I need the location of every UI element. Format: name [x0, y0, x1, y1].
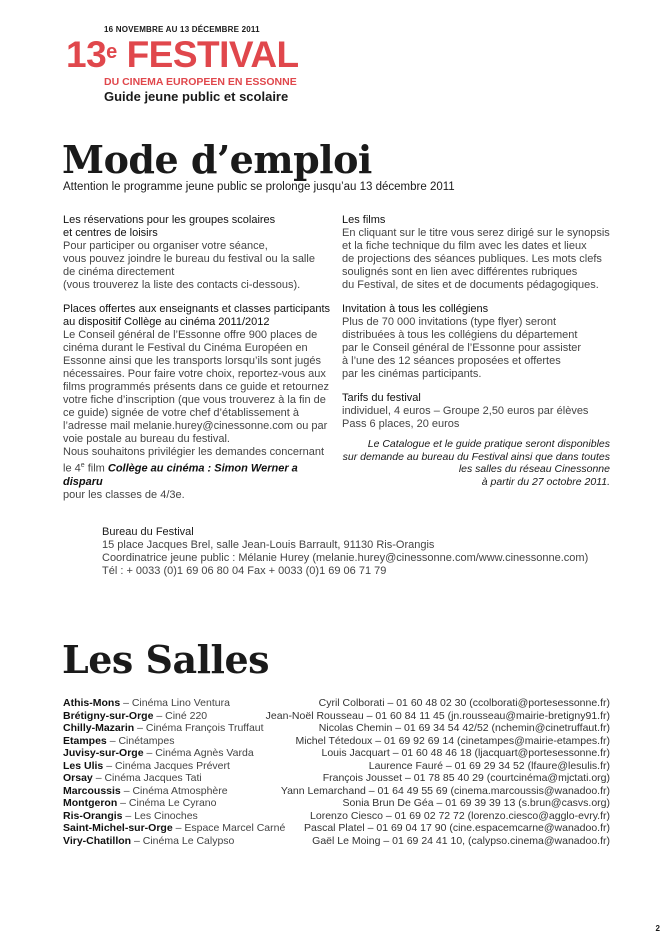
salle-town: Ris-Orangis [63, 809, 123, 822]
salle-town: Les Ulis [63, 759, 104, 772]
salle-town: Orsay [63, 772, 93, 784]
salle-contact: Yann Lemarchand – 01 64 49 55 69 (cinema.marcoussis@wanadoo.fr) [280, 784, 610, 797]
festival-title [66, 36, 299, 73]
films-line: du Festival, de sites et de documents pédagogiques. [342, 279, 599, 291]
invitation-line: par les cinémas participants. [342, 368, 482, 380]
catalogue-line: à partir du 27 octobre 2011. [481, 475, 610, 488]
reservations-line: (vous trouverez la liste des contacts ci-dessous). [63, 279, 301, 291]
salle-contact: Gaël Le Moing – 01 69 24 41 10, (calypso.cinema@wanadoo.fr) [312, 834, 610, 847]
invitation-block [342, 303, 617, 381]
salle-row [63, 697, 610, 710]
places-line: cinéma durant le Festival du Cinéma Européen en [63, 342, 308, 354]
tarifs-heading: Tarifs du festival [342, 392, 421, 404]
salle-row [63, 747, 610, 760]
bureau-coordinator[interactable]: Coordinatrice jeune public : Mélanie Hurey (melanie.hurey@cinessonne.com/www.cinessonne.com) [102, 552, 589, 564]
salle-town: Montgeron [63, 797, 118, 809]
bureau-address: 15 place Jacques Brel, salle Jean-Louis Barrault, 91130 Ris-Orangis [102, 539, 435, 551]
reservations-line: de cinéma directement [63, 266, 175, 278]
salle-town: Etampes [63, 734, 107, 747]
salle-cinema: – Cinéma Atmosphère [120, 784, 228, 797]
intro-text: Attention le programme jeune public se prolonge jusqu’au 13 décembre 2011 [63, 181, 455, 193]
places-line: Le Conseil général de l’Essonne offre 900 places de [63, 329, 318, 341]
left-column [63, 214, 338, 513]
salle-contact: Nicolas Chemin – 01 69 34 54 42/52 (nchemin@cinetruffaut.fr) [318, 722, 610, 734]
salle-contact: Jean-Noël Rousseau – 01 60 84 11 45 (jn.rousseau@mairie-bretigny91.fr) [265, 709, 610, 722]
invitation-heading: Invitation à tous les collégiens [342, 303, 489, 315]
edition-sup: e [106, 41, 117, 63]
places-line: Essonne ainsi que les transports lorsqu’ils sont jugés [63, 355, 322, 367]
salle-town: Chilly-Mazarin [63, 722, 135, 734]
places-line: films programmés présents dans ce guide et retournez [63, 381, 329, 393]
salle-contact: Pascal Platel – 01 69 04 17 90 (cine.espacemcarne@wanadoo.fr) [303, 822, 610, 834]
right-column [342, 214, 617, 442]
festival-dates: 16 NOVEMBRE AU 13 DÉCEMBRE 2011 [104, 25, 260, 34]
festival-word: FESTIVAL [126, 34, 299, 75]
bureau-block [102, 526, 588, 578]
salle-cinema: – Cinéma Agnès Varda [143, 747, 254, 759]
salle-row [63, 760, 610, 773]
films-line: et la fiche technique du film avec les dates et lieux [342, 240, 587, 252]
films-line: de projections des séances publiques. Les mots clefs [342, 253, 602, 265]
film-line-mid: film [84, 462, 108, 475]
places-film-line [63, 459, 338, 489]
salles-heading: Les Salles [62, 637, 270, 682]
salle-contact: Cyril Colborati – 01 60 48 02 30 (ccolborati@portesessonne.fr) [318, 697, 610, 709]
invitation-line: Plus de 70 000 invitations (type flyer) seront [342, 316, 557, 328]
edition-number: 13 [66, 34, 107, 75]
page-number: 2 [655, 924, 660, 933]
salles-list [63, 697, 610, 847]
bureau-heading: Bureau du Festival [102, 526, 194, 538]
catalogue-note [340, 438, 610, 488]
invitation-line: distribuées à tous les collégiens du département [342, 329, 578, 341]
salle-town: Saint-Michel-sur-Orge [63, 822, 173, 834]
places-block [63, 303, 338, 502]
reservations-block [63, 214, 338, 292]
tarifs-line: Pass 6 places, 20 euros [342, 418, 460, 430]
places-line: voie postale au bureau du festival. [63, 433, 230, 445]
salle-cinema: – Espace Marcel Carné [172, 822, 286, 834]
salle-cinema: – Cinéma Le Calypso [131, 834, 235, 847]
salle-town: Athis-Mons [63, 697, 121, 709]
salle-row [63, 722, 610, 735]
invitation-line: à l’une des 12 séances proposées et offertes [342, 355, 561, 367]
places-line: Nous souhaitons privilégier les demandes concernant [63, 446, 325, 458]
salle-cinema: – Cinéma Lino Ventura [120, 697, 230, 709]
salle-row [63, 710, 610, 723]
salle-contact: Louis Jacquart – 01 60 48 46 18 (ljacquart@portesessonne.fr) [321, 747, 610, 759]
salle-town: Marcoussis [63, 784, 121, 797]
places-line: l’adresse mail melanie.hurey@cinessonne.com ou par [63, 420, 328, 432]
places-line: ce guide) signée de votre chef d’établissement à [63, 407, 300, 419]
salle-row [63, 785, 610, 798]
films-heading: Les films [342, 214, 386, 226]
invitation-line: par le Conseil général de l’Essonne pour assister [342, 342, 582, 354]
catalogue-line: sur demande au bureau du Festival ainsi que dans toutes [342, 450, 610, 463]
salle-contact: François Jousset – 01 78 85 40 29 (courtcinéma@mjctati.org) [322, 772, 610, 784]
reservations-heading-2: et centres de loisirs [63, 227, 158, 239]
salle-cinema: – Ciné 220 [153, 709, 208, 722]
guide-title: Guide jeune public et scolaire [104, 89, 289, 104]
salle-contact: Michel Tétedoux – 01 69 92 69 14 (cinetampes@mairie-etampes.fr) [295, 734, 610, 747]
reservations-line: Pour participer ou organiser votre séance, [63, 240, 268, 252]
bureau-phone: Tél : + 0033 (0)1 69 06 80 04 Fax + 0033 (0)1 69 06 71 79 [102, 565, 387, 577]
salle-contact: Lorenzo Ciesco – 01 69 02 72 72 (lorenzo.ciesco@agglo-evry.fr) [310, 809, 610, 822]
catalogue-line: Le Catalogue et le guide pratique seront disponibles [367, 438, 610, 450]
places-line: votre fiche d’inscription (que vous trouverez à la fin de [63, 394, 326, 406]
salle-cinema: – Cinétampes [106, 734, 175, 747]
salle-cinema: – Cinéma François Truffaut [134, 722, 264, 734]
film-line-prefix: le 4 [63, 462, 81, 475]
places-line: pour les classes de 4/3e. [63, 488, 185, 501]
catalogue-line: les salles du réseau Cinessonne [458, 463, 610, 475]
salle-cinema: – Cinéma Le Cyrano [117, 797, 217, 809]
tarifs-line: individuel, 4 euros – Groupe 2,50 euros par élèves [342, 405, 589, 417]
salle-town: Brétigny-sur-Orge [63, 709, 154, 722]
salle-row [63, 772, 610, 785]
salle-town: Juvisy-sur-Orge [63, 747, 144, 759]
salle-row [63, 735, 610, 748]
salle-town: Viry-Chatillon [63, 834, 132, 847]
festival-subtitle: DU CINEMA EUROPEEN EN ESSONNE [104, 76, 297, 88]
mode-emploi-heading: Mode d’emploi [62, 137, 372, 182]
reservations-line: vous pouvez joindre le bureau du festival ou la salle [63, 253, 315, 265]
places-heading-1: Places offertes aux enseignants et classes participants [63, 303, 331, 315]
tarifs-block [342, 392, 617, 431]
salle-row [63, 797, 610, 810]
salle-cinema: – Cinéma Jacques Tati [92, 772, 202, 784]
salle-contact: Sonia Brun De Géa – 01 69 39 39 13 (s.brun@casvs.org) [342, 797, 610, 809]
films-block [342, 214, 617, 292]
salle-contact: Laurence Fauré – 01 69 29 34 52 (lfaure@lesulis.fr) [368, 759, 610, 772]
salle-cinema: – Les Cinoches [122, 809, 198, 822]
places-heading-2: au dispositif Collège au cinéma 2011/2012 [63, 316, 270, 328]
places-line: nécessaires. Pour faire votre choix, reportez-vous aux [63, 368, 326, 380]
film-title[interactable]: Collège au cinéma : Simon Werner a disparu [63, 462, 298, 488]
salle-row [63, 822, 610, 835]
film-line-sup: e [80, 462, 85, 469]
salle-row [63, 810, 610, 823]
salle-cinema: – Cinéma Jacques Prévert [103, 759, 230, 772]
films-line: En cliquant sur le titre vous serez dirigé sur le synopsis [342, 227, 610, 239]
salle-row [63, 835, 610, 848]
films-line: soulignés sont en lien avec différentes rubriques [342, 266, 578, 278]
reservations-heading-1: Les réservations pour les groupes scolaires [63, 214, 276, 226]
